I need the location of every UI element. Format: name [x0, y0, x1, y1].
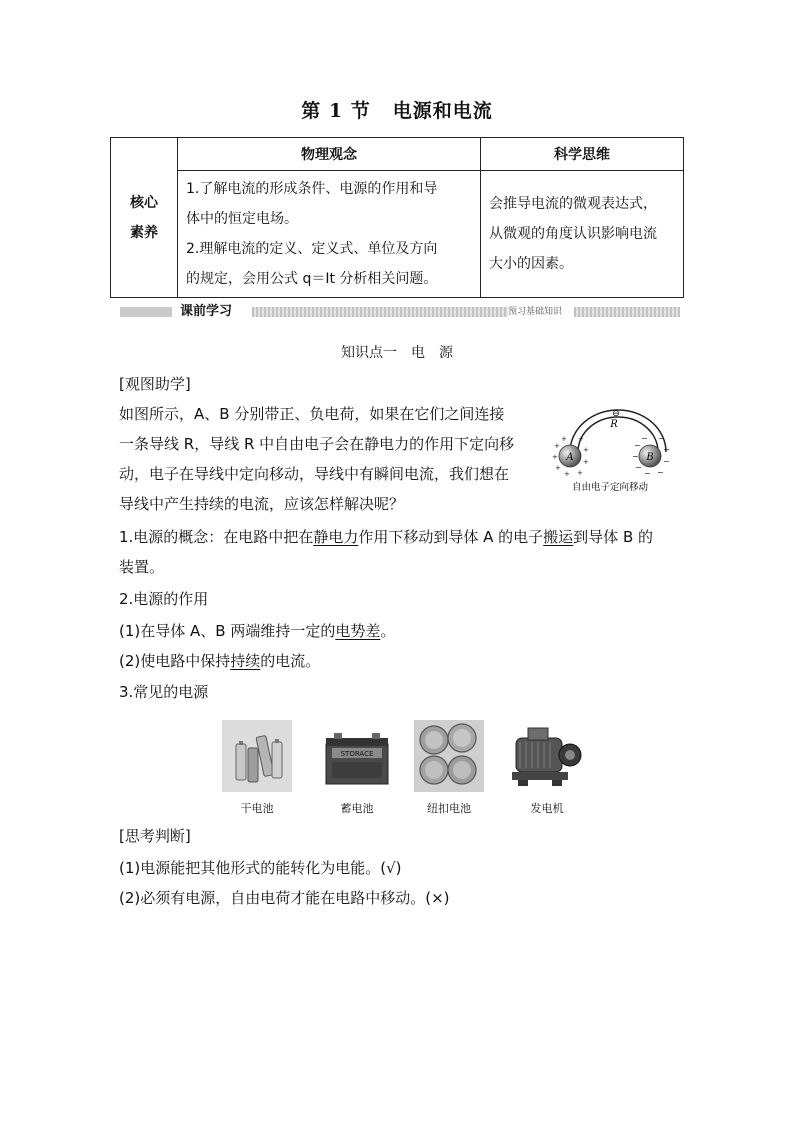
label-storage-battery: 蓄电池 [340, 802, 374, 815]
judge-item-2: (2)必须有电源，自由电荷才能在电路中移动。(×) [119, 889, 450, 907]
svg-text:−: − [644, 469, 651, 478]
observe-line: 一条导线 R，导线 R 中自由电子会在静电力的作用下定向移 [119, 435, 515, 453]
role-item-2 [119, 646, 320, 676]
page-title [0, 96, 794, 123]
concept-line1 [119, 522, 653, 552]
svg-text:+: + [583, 446, 589, 454]
battery-brand-label: STORACE [340, 750, 374, 758]
svg-text:+: + [577, 469, 583, 477]
svg-text:−: − [663, 445, 670, 454]
physics-line: 1.了解电流的形成条件、电源的作用和导 [186, 181, 438, 197]
concept-underline-electrostatic-force: 静电力 [313, 528, 359, 546]
svg-text:+: + [583, 458, 589, 466]
core-row-label [111, 138, 178, 298]
button-battery-image [414, 720, 484, 792]
banner-bar-left [120, 307, 172, 317]
section-banner [120, 303, 680, 321]
observe-line: 导线中产生持续的电流，应该怎样解决呢？ [119, 495, 405, 513]
header-physics-concept: 物理观念 [178, 138, 481, 171]
svg-text:+: + [564, 470, 570, 478]
observe-line: 动，电子在导线中定向移动，导线中有瞬间电流，我们想在 [119, 465, 510, 483]
storage-battery-image [324, 730, 390, 790]
common-header: 3.常见的电源 [119, 683, 209, 701]
header-science-thinking: 科学思维 [481, 138, 684, 171]
diagram-caption: 自由电子定向移动 [571, 482, 649, 493]
svg-text:−: − [632, 452, 639, 461]
core-literacy-table [110, 137, 684, 298]
judge-header: [思考判断] [119, 827, 191, 845]
label-button-battery: 纽扣电池 [427, 802, 471, 815]
banner-bar-right [574, 307, 680, 317]
svg-text:+: + [561, 435, 567, 443]
role-text: (2)使电路中保持 [119, 652, 231, 670]
svg-text:−: − [641, 434, 648, 443]
physics-concept-cell [178, 171, 481, 298]
observe-header: [观图助学] [119, 375, 191, 393]
role-text: 的电流。 [260, 652, 321, 670]
banner-bar-middle [252, 307, 508, 317]
label-generator: 发电机 [530, 802, 564, 815]
label-dry-battery: 干电池 [240, 802, 274, 815]
svg-text:−: − [635, 463, 642, 472]
svg-text:−: − [634, 441, 641, 450]
role-underline-continuous: 持续 [230, 652, 261, 670]
concept-underline-carry: 搬运 [543, 528, 574, 546]
role-text: (1)在导体 A、B 两端维持一定的 [119, 622, 336, 640]
observe-line: 如图所示，A、B 分别带正、负电荷，如果在它们之间连接 [119, 405, 505, 423]
wire-label-r: R [610, 419, 618, 430]
thinking-line: 大小的因素。 [489, 256, 573, 272]
charged-spheres-diagram [548, 404, 688, 496]
power-source-photos [222, 720, 582, 820]
role-underline-potential-difference: 电势差 [335, 622, 381, 640]
physics-line: 2.理解电流的定义、定义式、单位及方向 [186, 241, 438, 257]
svg-text:−: − [663, 457, 670, 466]
section-title: 知识点一 电 源 [341, 345, 453, 361]
svg-text:−: − [657, 468, 664, 477]
electron-icon: ⊖ [612, 409, 620, 419]
svg-text:+: + [555, 464, 561, 472]
svg-text:+: + [578, 435, 584, 443]
title-text: 电源和电流 [392, 100, 493, 122]
thinking-line: 从微观的角度认识影响电流 [489, 226, 657, 242]
role-header: 2.电源的作用 [119, 590, 209, 608]
concept-text: 作用下移动到导体 A 的电子 [358, 528, 544, 546]
concept-text: 到导体 B 的 [573, 528, 653, 546]
svg-text:−: − [658, 434, 665, 443]
sphere-a-label: A [566, 452, 574, 463]
svg-text:+: + [552, 453, 558, 461]
science-thinking-cell [481, 171, 684, 298]
banner-label: 课前学习 [180, 304, 233, 319]
physics-line: 体中的恒定电场。 [186, 211, 298, 227]
physics-line: 的规定，会用公式 q＝It 分析相关问题。 [186, 271, 438, 287]
core-label-line1: 核心 [130, 194, 158, 211]
judge-item-1: (1)电源能把其他形式的能转化为电能。(√) [119, 859, 402, 877]
generator-image [506, 724, 582, 790]
title-section-number: 第 1 节 [301, 100, 371, 122]
svg-text:+: + [554, 442, 560, 450]
concept-line2: 装置。 [119, 558, 165, 576]
core-label-line2: 素养 [130, 224, 158, 241]
banner-sub-label: 预习基础知识 [508, 307, 563, 317]
role-text: 。 [380, 622, 396, 640]
thinking-line: 会推导电流的微观表达式， [489, 196, 657, 212]
role-item-1 [119, 616, 395, 646]
concept-text: 1.电源的概念：在电路中把在 [119, 528, 314, 546]
dry-battery-image [222, 720, 292, 792]
sphere-b-label: B [646, 452, 654, 463]
